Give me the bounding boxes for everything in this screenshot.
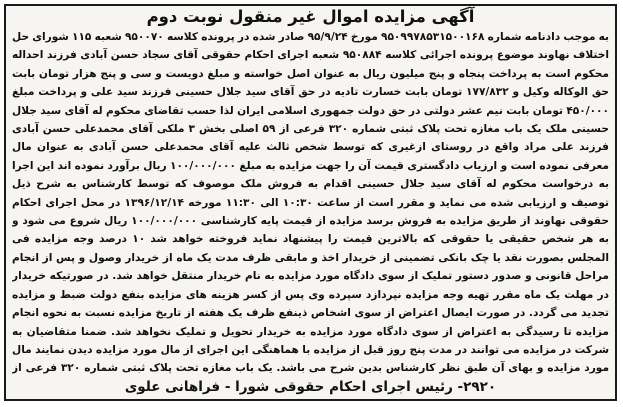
notice-title: آگهی مزایده اموال غیر منقول نوبت دوم (146, 7, 475, 26)
notice-footer: ۲۹۲۰- رئیس اجرای احکام حقوقی شورا - فراهانی علوی (124, 379, 497, 395)
notice-body: به موجب دادنامه شماره ۹۵۰۹۹۷۸۵۳۱۵۰۰۱۶۸ مورخ ۹۵/۹/۲۴ صادر شده در پرونده کلاسه ۹۵۰۰۷۰ شعبه ۱۱۵ شورای حل اختلاف نهاوند موضوع پرونده اجرائی کلاسه ۹۵۰۸۸۴ شعبه اجرای احکام حقوقی آقای سجاد حسن آبادی فرزند احداله محکوم است به پرداخت پنجاه و پنج میلیون ریال به عنوان اصل خواسته و مبلغ دویست و سی و پنج هزار تومان بابت حق الوکاله وکیل و ۱۷۷/۸۳۲ تومان بابت خسارت تادیه در حق آقای سید جلال حسینی فرزند سید علی و پرداخت مبلغ ۴۵۰/۰۰۰ تومان بابت نیم عشر دولتی در حق دولت جمهوری اسلامی ایران لذا حسب تقاضای محکوم له آقای سید جلال حسینی ملک یک باب مغازه تحت پلاک ثبتی شماره ۳۲۰ فرعی از ۵۹ اصلی بخش ۳ ملکی آقای محمدعلی حسن آبادی فرزند علی مراد واقع در روستای ازغیری که توسط شخص ثالث علیه آقای محمدعلی حسن آبادی به عنوان مال معرفی نموده است و ارزیاب دادگستری قیمت آن را جهت مزایده به مبلغ ۱۰۰/۰۰۰/۰۰۰ ریال برآورد نموده اند این اجرا به درخواست محکوم له آقای سید جلال حسینی اقدام به فروش ملک موصوف که توسط کارشناس به شرح ذیل توصیف و ارزیابی شده می نماید و مقرر است از ساعت ۱۰:۳۰ الی ۱۱:۳۰ مورخه ۱۳۹۶/۱۲/۱۴ در محل اجرای احکام حقوقی نهاوند از طریق مزایده به فروش برسد مزایده از قیمت پایه کارشناسی ۱۰۰/۰۰۰/۰۰۰ ریال شروع می شود و به هر شخص حقیقی یا حقوقی که بالاترین قیمت را پیشنهاد نماید فروخته خواهد شد ۱۰ درصد وجه مزایده فی المجلس بصورت نقد یا چک بانکی تضمینی از خریدار اخذ و مابقی ظرف مدت یک ماه از خریدار وصول و پس از انجام مراحل قانونی و صدور دستور تملیک از سوی دادگاه مورد مزایده به نام خریدار منتقل خواهد شد. در صورتیکه خریدار در مهلت یک ماه مقرر تهیه وجه مزایده نپردازد سپرده وی پس از کسر هزینه های مزایده بنفع دولت ضبط و مزایده تجدید می گردد. در صورت ایصال اعتراض از سوی اشخاص ذینفع ظرف یک هفته از تاریخ مزایده نسبت به نحوه انجام مزایده تا رسیدگی به اعتراض از سوی دادگاه مورد مزایده به خریدار تحویل و تملیک نخواهد شد. ضمنا متقاضیان به شرکت در مزایده می توانند در مدت پنج روز قبل از مزایده با هماهنگی این اجرای از مال مورد مزایده دیدن نمایند مال مورد مزایده و بهای آن طبق نظر کارشناس بدین شرح می باشد. یک باب مغازه تحت پلاک ثبتی شماره ۳۲۰ فرعی از (12, 31, 609, 375)
legal-notice (4, 4, 617, 401)
